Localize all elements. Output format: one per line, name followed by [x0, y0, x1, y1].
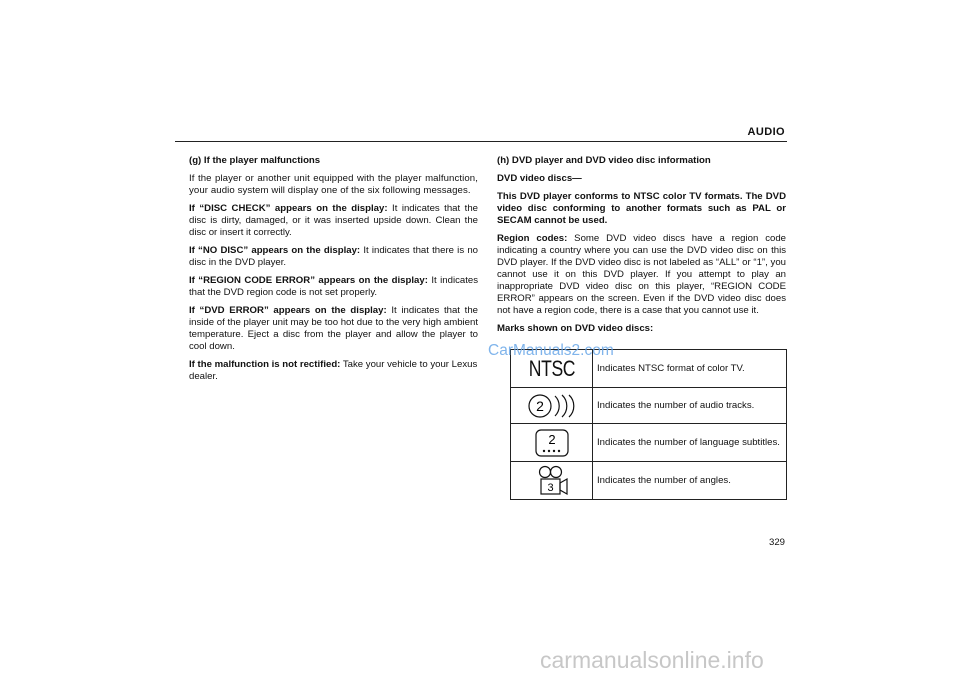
page-number: 329 — [768, 537, 785, 548]
msg-disc-check — [189, 203, 478, 239]
msg-label: If “DVD ERROR” appears on the display: — [189, 305, 387, 316]
msg-not-rectified — [189, 359, 478, 383]
msg-text: It indicates that the DVD region code is not set properly. — [189, 275, 479, 298]
msg-text: It indicates that the inside of the player unit may be too hot due to the very high ambient temperature. Eject a disc from the player and allow the player to cool down. — [189, 305, 478, 352]
header-rule — [175, 141, 787, 142]
region-codes-paragraph — [497, 233, 786, 317]
angles-count: 3 — [546, 482, 554, 494]
ntsc-conformance-note: This DVD player conforms to NTSC color TV formats. The DVD video disc conforming to another formats such as PAL or SECAM cannot be used. — [497, 191, 786, 226]
msg-dvd-error — [189, 305, 478, 353]
msg-label: If “REGION CODE ERROR” appears on the display: — [189, 275, 428, 286]
region-codes-label: Region codes: — [497, 233, 568, 244]
marks-heading: Marks shown on DVD video discs: — [497, 323, 654, 334]
msg-text: It indicates that there is no disc in the DVD player. — [189, 245, 478, 268]
left-column — [189, 155, 478, 389]
angles-icon — [511, 462, 592, 500]
audio-tracks-count: 2 — [535, 398, 544, 414]
section-heading-h: (h) DVD player and DVD video disc information — [497, 155, 711, 166]
section-heading-g: (g) If the player malfunctions — [189, 155, 321, 166]
audio-tracks-icon — [511, 388, 592, 424]
mark-row-subtitles — [511, 423, 786, 462]
ntsc-mark-text: NTSC — [528, 355, 575, 381]
msg-label: If “DISC CHECK” appears on the display: — [189, 203, 388, 214]
mark-row-angles — [511, 461, 786, 500]
msg-text: Take your vehicle to your Lexus dealer. — [189, 359, 478, 382]
region-codes-text: Some DVD video discs have a region code indicating a country where you can use the DVD video disc on this DVD player. If the DVD video disc is not labeled as “ALL” or “1”, you cannot use it on this DVD player. If you attempt to play an inappropriate DVD video disc on this player, “REGION CODE ERROR” appears on the screen. Even if the DVD video disc does not have a region code, there is a case that you cannot use it. — [497, 233, 786, 316]
marks-table — [510, 349, 787, 500]
subtitles-icon — [511, 424, 592, 462]
subtitles-count: 2 — [547, 432, 556, 447]
mark-row-audio-tracks — [511, 387, 786, 424]
watermark-top: CarManuals2.com — [488, 342, 614, 359]
msg-label: If “NO DISC” appears on the display: — [189, 245, 361, 256]
msg-no-disc — [189, 245, 478, 269]
watermark-bottom: carmanualsonline.info — [540, 647, 764, 673]
msg-region-code-error — [189, 275, 478, 299]
msg-label: If the malfunction is not rectified: — [189, 359, 341, 370]
mark-description: Indicates the number of audio tracks. — [597, 400, 755, 411]
right-column — [497, 155, 786, 341]
malfunction-intro: If the player or another unit equipped with the player malfunction, your audio system will display one of the six following messages. — [189, 173, 478, 196]
mark-description: Indicates the number of angles. — [597, 475, 731, 486]
msg-text: It indicates that the disc is dirty, damaged, or it was inserted upside down. Clean the disc or insert it correctly. — [189, 203, 479, 238]
mark-description: Indicates NTSC format of color TV. — [597, 362, 745, 374]
header-title: AUDIO — [747, 126, 785, 138]
mark-description: Indicates the number of language subtitles. — [597, 437, 780, 448]
dvd-video-discs-heading: DVD video discs— — [497, 173, 582, 184]
